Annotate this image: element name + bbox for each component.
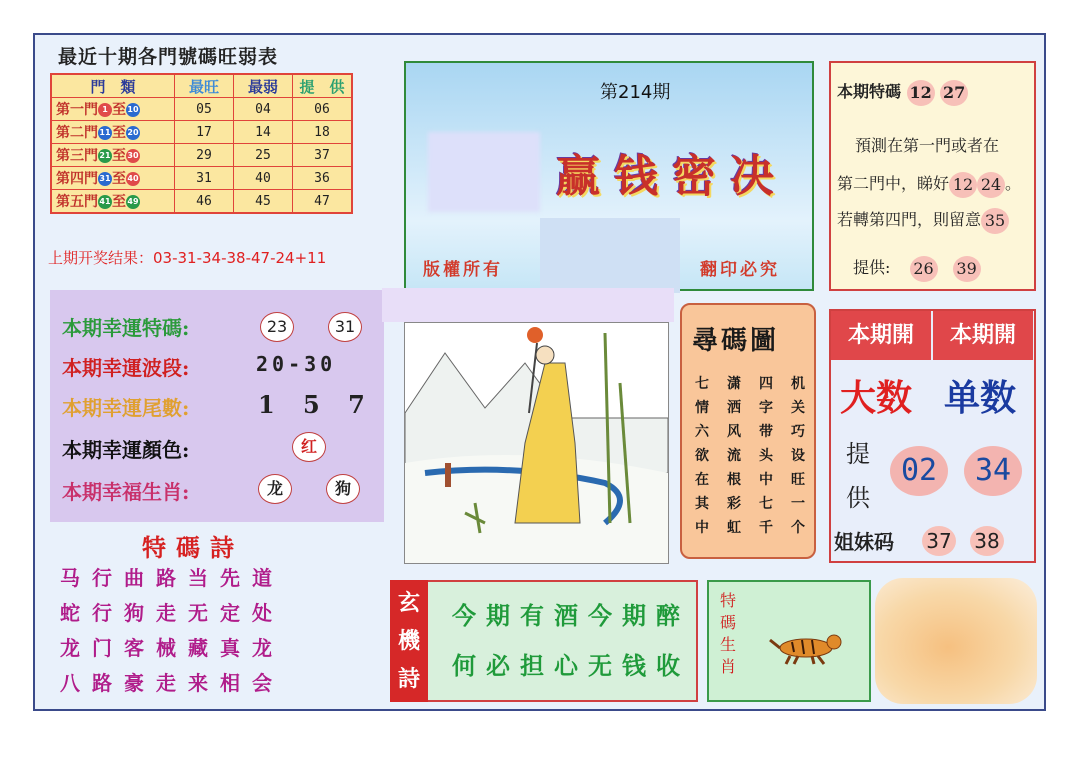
special-line2-num: 24 — [977, 172, 1005, 198]
special-line1: 預測在第一門或者在 — [855, 136, 1000, 155]
special-line2 — [837, 171, 1021, 198]
rank-max-cell: 31 — [175, 167, 234, 190]
blurred-area — [428, 132, 540, 212]
lucky-zodiac-1: 龙 — [258, 474, 292, 504]
range-connector: 至 — [112, 102, 126, 118]
lucky-tail: 1 5 7 — [258, 390, 375, 419]
search-column: 七情六欲在其中 — [695, 376, 709, 536]
open-offer-num: 02 — [890, 446, 948, 496]
rank-min-cell: 04 — [234, 98, 293, 121]
header-category: 門 類 — [51, 74, 175, 98]
rank-max-cell: 29 — [175, 144, 234, 167]
blurred-area — [875, 578, 1037, 704]
search-column: 潇洒风流根彩虹 — [727, 376, 741, 536]
rank-offer-cell: 47 — [293, 190, 353, 214]
range-connector: 至 — [112, 125, 126, 141]
tiger-icon — [768, 630, 846, 666]
issue-number: 第214期 — [600, 82, 671, 103]
sister-num: 38 — [970, 526, 1004, 556]
rank-min-cell: 45 — [234, 190, 293, 214]
copyright-right: 翻印必究 — [700, 260, 780, 280]
xuanji-line1: 今期有酒今期醉 — [452, 601, 690, 630]
banner-title: 赢钱密决 — [556, 151, 788, 202]
rank-offer-cell: 36 — [293, 167, 353, 190]
range-to-ball: 10 — [126, 103, 140, 117]
rank-row-label — [51, 144, 175, 167]
special-offer-num: 39 — [953, 256, 981, 282]
special-line3 — [837, 207, 1009, 234]
open-offer-num: 34 — [964, 446, 1022, 496]
xuanji-label: 玄機詩 — [390, 580, 428, 702]
xuanji-line2: 何必担心无钱收 — [452, 651, 690, 680]
rank-max-cell: 46 — [175, 190, 234, 214]
special-line2-num: 12 — [949, 172, 977, 198]
rank-row — [51, 167, 352, 190]
rank-table — [50, 73, 353, 214]
open-header-left: 本期開 — [831, 311, 931, 360]
range-from-ball: 41 — [98, 195, 112, 209]
rank-max-cell: 17 — [175, 121, 234, 144]
lucky-range-label: 本期幸運波段: — [62, 356, 190, 380]
special-label-row — [837, 79, 968, 106]
special-num: 27 — [940, 80, 968, 106]
rank-table-title: 最近十期各門號碼旺弱表 — [58, 46, 279, 68]
header-min: 最弱 — [234, 74, 293, 98]
special-num: 12 — [907, 80, 935, 106]
lucky-range: 20-30 — [256, 352, 337, 376]
open-offer-label: 提供 — [846, 440, 870, 512]
special-line2-text: 第二門中，睇好 — [837, 174, 950, 193]
rank-max-cell: 05 — [175, 98, 234, 121]
poem-line: 马行曲路当先道 — [60, 566, 284, 590]
last-result: 上期开奖结果：03-31-34-38-47-24+11 — [48, 249, 327, 267]
rank-offer-cell: 37 — [293, 144, 353, 167]
poem-line: 龙门客械藏真龙 — [60, 636, 284, 660]
lucky-special-2: 31 — [328, 312, 362, 342]
search-column: 机关巧设旺一个 — [791, 376, 805, 536]
rank-row-label — [51, 190, 175, 214]
lucky-zodiac-2: 狗 — [326, 474, 360, 504]
rank-header-row — [51, 74, 352, 98]
open-right: 单数 — [944, 377, 1017, 419]
rank-min-cell: 14 — [234, 121, 293, 144]
range-from-ball: 21 — [98, 149, 112, 163]
rank-offer-cell: 06 — [293, 98, 353, 121]
lucky-special-label: 本期幸運特碼: — [62, 316, 190, 340]
lucky-color: 红 — [292, 432, 326, 462]
range-to-ball: 20 — [126, 126, 140, 140]
range-to-ball: 40 — [126, 172, 140, 186]
range-from-ball: 31 — [98, 172, 112, 186]
blurred-area — [382, 288, 674, 322]
range-connector: 至 — [112, 194, 126, 210]
poem-title: 特碼詩 — [142, 533, 244, 562]
special-offer-row — [853, 255, 981, 282]
door-name: 第五門 — [56, 194, 98, 210]
poem — [60, 562, 372, 702]
search-title: 尋碼圖 — [692, 326, 780, 356]
door-name: 第一門 — [56, 102, 98, 118]
range-from-ball: 11 — [98, 126, 112, 140]
scholar-illustration — [404, 322, 669, 564]
rank-offer-cell: 18 — [293, 121, 353, 144]
special-line3-text: 若轉第四門，則留意 — [837, 210, 982, 229]
special-zodiac-label: 特碼生肖 — [719, 591, 736, 676]
rank-row-label — [51, 121, 175, 144]
special-box — [829, 61, 1036, 291]
poem-line: 八路豪走来相会 — [60, 671, 284, 695]
lucky-box — [50, 290, 384, 522]
range-to-ball: 30 — [126, 149, 140, 163]
door-name: 第三門 — [56, 148, 98, 164]
rank-min-cell: 25 — [234, 144, 293, 167]
sister-num: 37 — [922, 526, 956, 556]
rank-row — [51, 144, 352, 167]
special-label: 本期特碼 — [837, 82, 902, 101]
open-header-right: 本期開 — [933, 311, 1033, 360]
rank-row — [51, 121, 352, 144]
header-max: 最旺 — [175, 74, 234, 98]
lucky-zodiac-label: 本期幸福生肖: — [62, 480, 190, 504]
open-left: 大数 — [840, 377, 913, 419]
range-connector: 至 — [112, 171, 126, 187]
scholar-illustration-svg — [405, 323, 668, 563]
poem-line: 蛇行狗走无定处 — [60, 601, 284, 625]
rank-min-cell: 40 — [234, 167, 293, 190]
copyright-left: 版權所有 — [423, 260, 503, 280]
lucky-tail-label: 本期幸運尾數: — [62, 396, 190, 420]
header-offer: 提 供 — [293, 74, 353, 98]
range-to-ball: 49 — [126, 195, 140, 209]
special-line2-end: 。 — [1005, 174, 1022, 193]
rank-row — [51, 190, 352, 214]
range-from-ball: 1 — [98, 103, 112, 117]
search-column: 四字带头中七千 — [759, 376, 773, 536]
special-offer-num: 26 — [910, 256, 938, 282]
lucky-color-label: 本期幸運顏色: — [62, 438, 190, 462]
range-connector: 至 — [112, 148, 126, 164]
rank-row — [51, 98, 352, 121]
sister-label: 姐妹码 — [834, 530, 894, 554]
blurred-area — [540, 218, 680, 293]
lucky-special-1: 23 — [260, 312, 294, 342]
special-offer-label: 提供: — [853, 258, 891, 277]
door-name: 第二門 — [56, 125, 98, 141]
special-line3-num: 35 — [981, 208, 1009, 234]
door-name: 第四門 — [56, 171, 98, 187]
rank-row-label — [51, 98, 175, 121]
rank-row-label — [51, 167, 175, 190]
